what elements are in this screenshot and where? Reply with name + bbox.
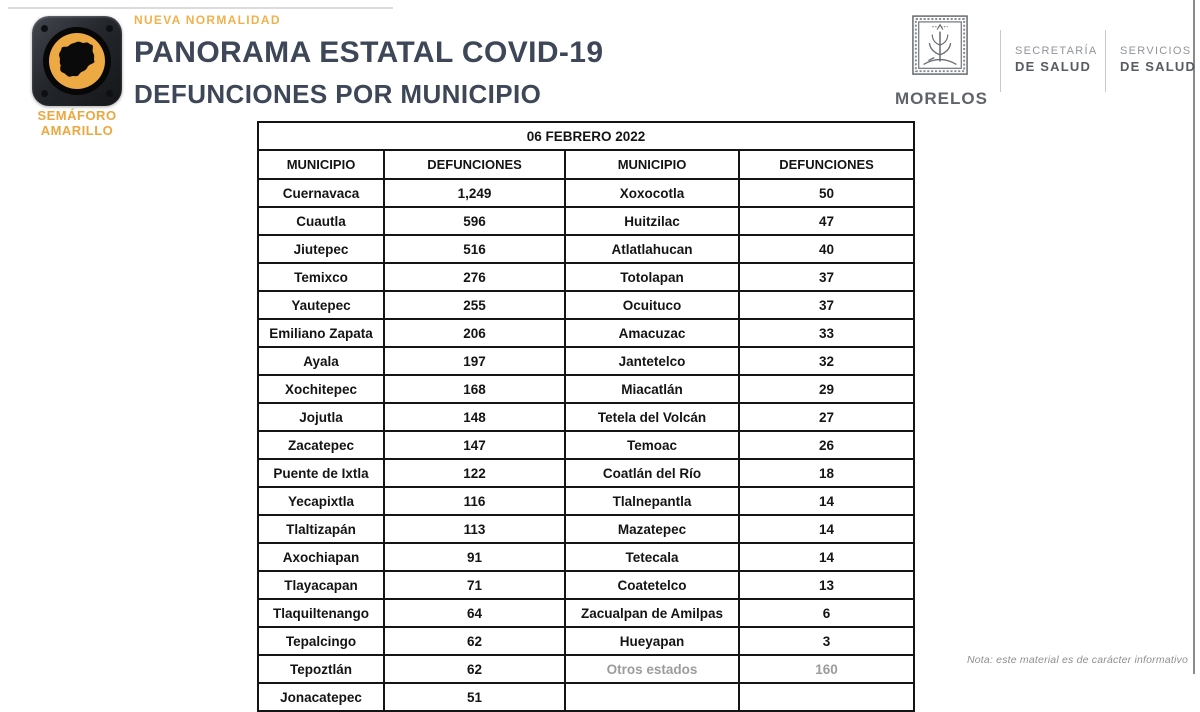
municipio-cell: Xoxocotla bbox=[565, 179, 739, 207]
table-row bbox=[258, 319, 914, 347]
defunciones-cell: 62 bbox=[384, 655, 565, 683]
table-row bbox=[258, 431, 914, 459]
secretaria-bottom-label: DE SALUD bbox=[1015, 59, 1092, 74]
defunciones-cell: 32 bbox=[739, 347, 914, 375]
page-title: PANORAMA ESTATAL COVID-19 bbox=[134, 36, 604, 69]
defunciones-cell: 14 bbox=[739, 515, 914, 543]
table-row bbox=[258, 263, 914, 291]
table-row bbox=[258, 375, 914, 403]
amber-light bbox=[49, 33, 105, 89]
municipio-cell: Tetecala bbox=[565, 543, 739, 571]
defunciones-cell: 29 bbox=[739, 375, 914, 403]
defunciones-cell: 64 bbox=[384, 599, 565, 627]
defunciones-cell: 14 bbox=[739, 487, 914, 515]
municipio-cell: Temixco bbox=[258, 263, 384, 291]
column-header-municipio: MUNICIPIO bbox=[565, 150, 739, 179]
municipio-cell: Puente de Ixtla bbox=[258, 459, 384, 487]
defunciones-cell: 206 bbox=[384, 319, 565, 347]
municipio-cell: Yecapixtla bbox=[258, 487, 384, 515]
municipio-cell: Tetela del Volcán bbox=[565, 403, 739, 431]
defunciones-cell: 197 bbox=[384, 347, 565, 375]
table-row bbox=[258, 235, 914, 263]
column-header-municipio: MUNICIPIO bbox=[258, 150, 384, 179]
municipio-cell: Miacatlán bbox=[565, 375, 739, 403]
municipio-cell: Mazatepec bbox=[565, 515, 739, 543]
municipio-cell: Zacualpan de Amilpas bbox=[565, 599, 739, 627]
defunciones-cell: 50 bbox=[739, 179, 914, 207]
traffic-light-lens bbox=[43, 27, 111, 95]
municipio-cell bbox=[565, 683, 739, 711]
municipio-cell: Otros estados bbox=[565, 655, 739, 683]
column-header-row bbox=[258, 150, 914, 179]
page-subtitle: DEFUNCIONES POR MUNICIPIO bbox=[134, 79, 542, 109]
municipio-cell: Cuautla bbox=[258, 207, 384, 235]
table-date-header: 06 FEBRERO 2022 bbox=[258, 122, 914, 150]
municipio-cell: Axochiapan bbox=[258, 543, 384, 571]
divider bbox=[1000, 30, 1001, 92]
defunciones-cell: 40 bbox=[739, 235, 914, 263]
municipio-cell: Coatlán del Río bbox=[565, 459, 739, 487]
defunciones-cell: 47 bbox=[739, 207, 914, 235]
defunciones-table bbox=[257, 121, 915, 712]
municipio-cell: Tepoztlán bbox=[258, 655, 384, 683]
defunciones-cell: 1,249 bbox=[384, 179, 565, 207]
date-header-row bbox=[258, 122, 914, 150]
table-row bbox=[258, 655, 914, 683]
servicios-de-salud-logo bbox=[1120, 45, 1196, 74]
municipio-cell: Tlaquiltenango bbox=[258, 599, 384, 627]
defunciones-cell: 37 bbox=[739, 263, 914, 291]
defunciones-cell: 148 bbox=[384, 403, 565, 431]
morelos-crest-block bbox=[895, 14, 988, 109]
defunciones-cell: 18 bbox=[739, 459, 914, 487]
defunciones-cell: 113 bbox=[384, 515, 565, 543]
table-row bbox=[258, 207, 914, 235]
municipio-cell: Zacatepec bbox=[258, 431, 384, 459]
divider bbox=[1105, 30, 1106, 92]
municipio-cell: Jojutla bbox=[258, 403, 384, 431]
table-row bbox=[258, 571, 914, 599]
table-row bbox=[258, 179, 914, 207]
column-header-defunciones: DEFUNCIONES bbox=[739, 150, 914, 179]
municipio-cell: Coatetelco bbox=[565, 571, 739, 599]
table-row bbox=[258, 627, 914, 655]
table-row bbox=[258, 291, 914, 319]
municipio-cell: Yautepec bbox=[258, 291, 384, 319]
municipio-cell: Tlayacapan bbox=[258, 571, 384, 599]
municipio-cell: Tlalnepantla bbox=[565, 487, 739, 515]
municipio-cell: Amacuzac bbox=[565, 319, 739, 347]
municipio-cell: Hueyapan bbox=[565, 627, 739, 655]
defunciones-cell: 255 bbox=[384, 291, 565, 319]
defunciones-cell: 13 bbox=[739, 571, 914, 599]
defunciones-cell: 516 bbox=[384, 235, 565, 263]
table-body bbox=[258, 179, 914, 711]
municipio-cell: Huitzilac bbox=[565, 207, 739, 235]
screw-icon bbox=[106, 90, 113, 97]
municipio-cell: Emiliano Zapata bbox=[258, 319, 384, 347]
defunciones-cell: 160 bbox=[739, 655, 914, 683]
table-row bbox=[258, 347, 914, 375]
table-row bbox=[258, 599, 914, 627]
defunciones-cell: 122 bbox=[384, 459, 565, 487]
municipio-cell: Totolapan bbox=[565, 263, 739, 291]
eyebrow-label: NUEVA NORMALIDAD bbox=[134, 13, 281, 27]
table-row bbox=[258, 543, 914, 571]
defunciones-cell: 26 bbox=[739, 431, 914, 459]
semaforo-logo-block bbox=[24, 16, 130, 138]
defunciones-cell: 147 bbox=[384, 431, 565, 459]
header bbox=[134, 13, 603, 110]
table-container bbox=[257, 121, 915, 712]
defunciones-cell: 37 bbox=[739, 291, 914, 319]
defunciones-cell: 62 bbox=[384, 627, 565, 655]
defunciones-cell: 116 bbox=[384, 487, 565, 515]
defunciones-cell: 596 bbox=[384, 207, 565, 235]
table-row bbox=[258, 515, 914, 543]
morelos-crest-icon bbox=[911, 14, 969, 82]
screw-icon bbox=[41, 90, 48, 97]
defunciones-cell: 168 bbox=[384, 375, 565, 403]
defunciones-cell: 27 bbox=[739, 403, 914, 431]
municipio-cell: Jonacatepec bbox=[258, 683, 384, 711]
defunciones-cell: 33 bbox=[739, 319, 914, 347]
municipio-cell: Temoac bbox=[565, 431, 739, 459]
traffic-light-icon bbox=[32, 16, 122, 106]
defunciones-cell: 3 bbox=[739, 627, 914, 655]
defunciones-cell: 71 bbox=[384, 571, 565, 599]
table-row bbox=[258, 683, 914, 711]
secretaria-de-salud-logo bbox=[1015, 45, 1097, 74]
servicios-top-label: SERVICIOS bbox=[1120, 45, 1192, 57]
table-row bbox=[258, 459, 914, 487]
defunciones-cell: 276 bbox=[384, 263, 565, 291]
semaforo-label-line2: AMARILLO bbox=[40, 122, 114, 138]
morelos-label: MORELOS bbox=[895, 89, 988, 108]
secretaria-top-label: SECRETARÍA bbox=[1015, 45, 1098, 57]
table-row bbox=[258, 403, 914, 431]
municipio-cell: Jiutepec bbox=[258, 235, 384, 263]
gov-logos bbox=[890, 0, 1200, 110]
window-top-border bbox=[8, 7, 393, 9]
municipio-cell: Tlaltizapán bbox=[258, 515, 384, 543]
morelos-state-silhouette-icon bbox=[55, 39, 99, 83]
municipio-cell: Cuernavaca bbox=[258, 179, 384, 207]
screw-icon bbox=[106, 25, 113, 32]
municipio-cell: Jantetelco bbox=[565, 347, 739, 375]
table-row bbox=[258, 487, 914, 515]
defunciones-cell: 91 bbox=[384, 543, 565, 571]
municipio-cell: Ayala bbox=[258, 347, 384, 375]
defunciones-cell: 51 bbox=[384, 683, 565, 711]
municipio-cell: Tepalcingo bbox=[258, 627, 384, 655]
defunciones-cell: 6 bbox=[739, 599, 914, 627]
defunciones-cell bbox=[739, 683, 914, 711]
servicios-bottom-label: DE SALUD bbox=[1120, 59, 1197, 74]
semaforo-label-line1: SEMÁFORO bbox=[37, 108, 117, 123]
municipio-cell: Ocuituco bbox=[565, 291, 739, 319]
municipio-cell: Atlatlahucan bbox=[565, 235, 739, 263]
column-header-defunciones: DEFUNCIONES bbox=[384, 150, 565, 179]
municipio-cell: Xochitepec bbox=[258, 375, 384, 403]
footer-note: Nota: este material es de carácter informativo bbox=[966, 654, 1188, 666]
screw-icon bbox=[41, 25, 48, 32]
defunciones-cell: 14 bbox=[739, 543, 914, 571]
